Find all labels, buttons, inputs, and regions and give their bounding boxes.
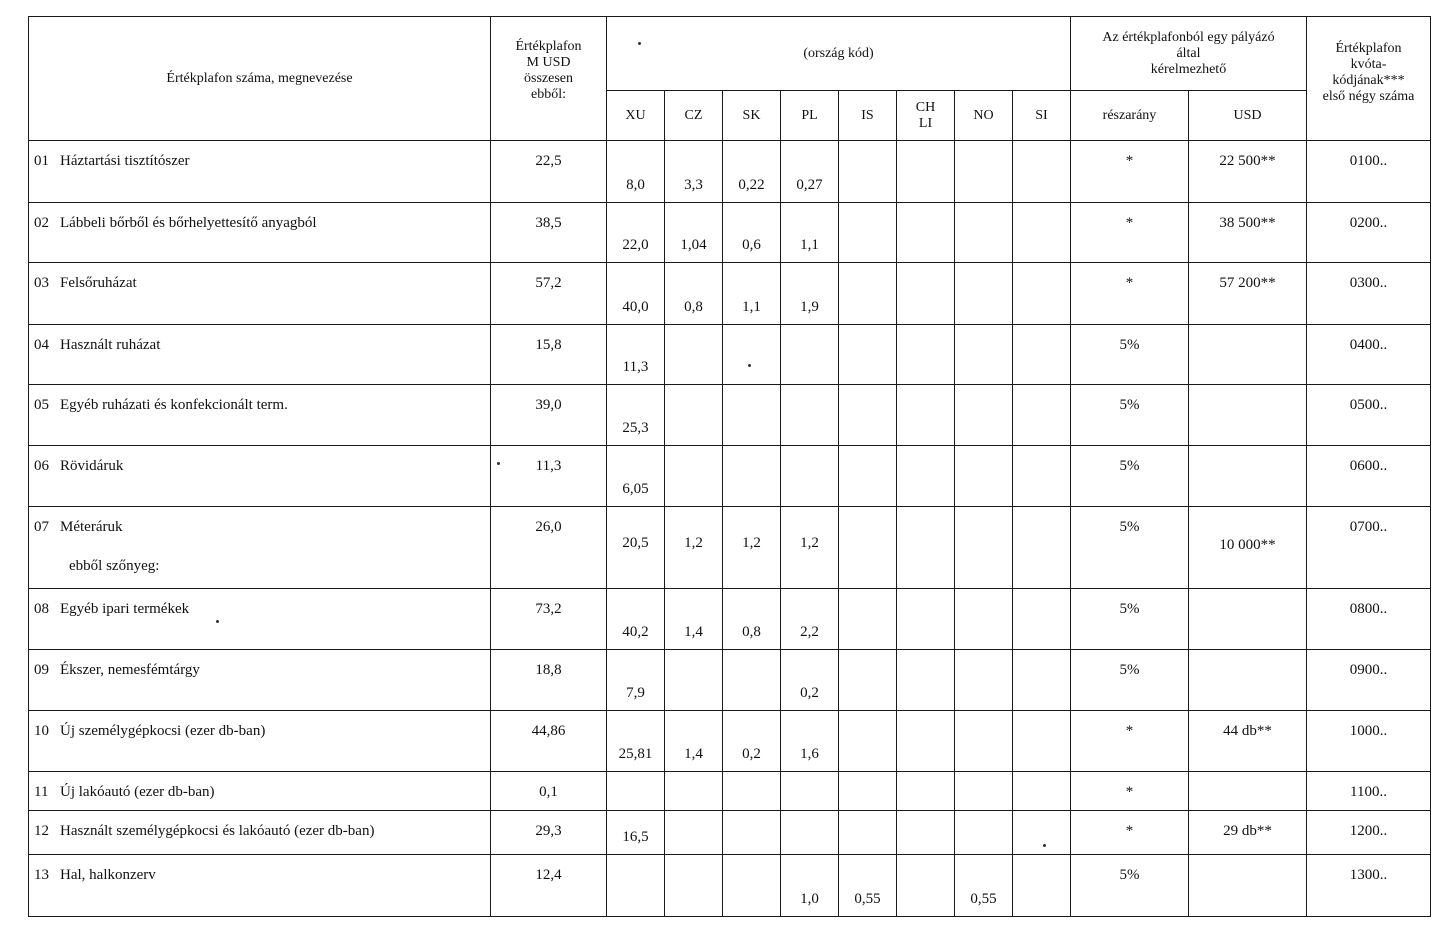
- row-total: 38,5: [491, 202, 607, 263]
- scan-speck: [497, 462, 500, 465]
- country-value-cz: [665, 445, 723, 507]
- country-value-cz: 0,8: [665, 263, 723, 325]
- row-name: [29, 324, 491, 385]
- row-total: 15,8: [491, 324, 607, 385]
- country-value-pl: 1,0: [781, 855, 839, 917]
- country-value-cz: 3,3: [665, 141, 723, 203]
- table-row: [29, 650, 1431, 711]
- country-value-chli: [897, 589, 955, 650]
- country-value-cz: [665, 650, 723, 711]
- row-total: 12,4: [491, 855, 607, 917]
- header-country: PL: [781, 91, 839, 141]
- row-name: [29, 589, 491, 650]
- country-value-chli: [897, 263, 955, 325]
- row-number: 03: [34, 275, 49, 292]
- header-name: Értékplafon száma, megnevezése: [29, 17, 491, 141]
- country-value-chli: [897, 324, 955, 385]
- row-number: 01: [34, 153, 49, 169]
- country-value-cz: 1,4: [665, 589, 723, 650]
- row-label: Lábbeli bőrből és bőrhelyettesítő anyagból: [60, 214, 317, 231]
- row-code: 1000..: [1307, 710, 1431, 772]
- country-value-no: [955, 263, 1013, 325]
- header-country: CZ: [665, 91, 723, 141]
- row-total: 57,2: [491, 263, 607, 325]
- table-row: [29, 811, 1431, 855]
- country-value-cz: [665, 385, 723, 446]
- country-value-si: [1013, 589, 1071, 650]
- country-value-si: [1013, 811, 1071, 855]
- row-usd-value: 29 db**: [1223, 823, 1272, 840]
- row-usd: [1189, 141, 1307, 203]
- row-name: [29, 385, 491, 446]
- country-value-is: [839, 324, 897, 385]
- country-value-is: [839, 772, 897, 811]
- scan-speck: [748, 364, 751, 367]
- country-value-sk: [723, 772, 781, 811]
- country-value-is: [839, 202, 897, 263]
- country-value-chli: [897, 385, 955, 446]
- header-country-group: (ország kód): [607, 17, 1071, 91]
- row-usd: [1189, 811, 1307, 855]
- country-value-pl: [781, 445, 839, 507]
- row-usd-subvalue: 10 000**: [1219, 537, 1276, 554]
- row-number: 05: [34, 397, 49, 414]
- country-value-is: [839, 141, 897, 203]
- table-row: [29, 589, 1431, 650]
- row-name: [29, 772, 491, 811]
- country-value-is: [839, 385, 897, 446]
- header-country: SI: [1013, 91, 1071, 141]
- country-value-chli: [897, 710, 955, 772]
- country-value-xu: 40,2: [607, 589, 665, 650]
- country-value-pl: [781, 772, 839, 811]
- row-name: [29, 202, 491, 263]
- row-usd-value: 44 db**: [1223, 722, 1272, 739]
- country-value-si: [1013, 855, 1071, 917]
- header-code: Értékplafon kvóta- kódjának*** első négy száma: [1307, 17, 1431, 141]
- country-value-is: [839, 445, 897, 507]
- country-value-cz: [665, 772, 723, 811]
- country-value-pl: 0,27: [781, 141, 839, 203]
- country-value-pl: [781, 324, 839, 385]
- country-value-si: [1013, 324, 1071, 385]
- row-usd: [1189, 385, 1307, 446]
- row-name: [29, 141, 491, 203]
- row-label: Új személygépkocsi (ezer db-ban): [60, 722, 266, 739]
- country-value-xu: [607, 855, 665, 917]
- country-value-is: [839, 650, 897, 711]
- row-share: *: [1071, 710, 1189, 772]
- row-usd-value: 57 200**: [1219, 275, 1276, 292]
- row-share: 5%: [1071, 324, 1189, 385]
- row-number: 11: [34, 784, 49, 801]
- country-value-xu: 22,0: [607, 202, 665, 263]
- row-usd: [1189, 324, 1307, 385]
- row-sublabel: ebből szőnyeg:: [69, 558, 160, 575]
- country-value-si: [1013, 141, 1071, 203]
- country-value-xu: 11,3: [607, 324, 665, 385]
- country-value-no: [955, 385, 1013, 446]
- row-total: 0,1: [491, 772, 607, 811]
- header-country: CH LI: [897, 91, 955, 141]
- table-row: [29, 855, 1431, 917]
- row-code: 1100..: [1307, 772, 1431, 811]
- country-value-xu: 16,5: [607, 811, 665, 855]
- row-code: 0800..: [1307, 589, 1431, 650]
- table-row: [29, 202, 1431, 263]
- row-usd: [1189, 855, 1307, 917]
- row-number: 09: [34, 662, 49, 679]
- row-name: [29, 855, 491, 917]
- country-value-sk: [723, 445, 781, 507]
- country-value-chli: [897, 772, 955, 811]
- country-value-no: [955, 141, 1013, 203]
- country-value-pl: 1,2: [781, 507, 839, 589]
- row-usd: [1189, 507, 1307, 589]
- row-usd: [1189, 710, 1307, 772]
- country-value-no: [955, 811, 1013, 855]
- row-code: 0700..: [1307, 507, 1431, 589]
- row-total: 18,8: [491, 650, 607, 711]
- country-value-cz: 1,4: [665, 710, 723, 772]
- table-row: [29, 385, 1431, 446]
- row-share: 5%: [1071, 385, 1189, 446]
- table-row: [29, 507, 1431, 589]
- row-label: Ékszer, nemesfémtárgy: [60, 662, 200, 679]
- header-country: IS: [839, 91, 897, 141]
- row-code: 0600..: [1307, 445, 1431, 507]
- country-value-cz: 1,2: [665, 507, 723, 589]
- country-value-xu: 25,3: [607, 385, 665, 446]
- country-value-xu: [607, 772, 665, 811]
- table-row: [29, 263, 1431, 325]
- row-number: 02: [34, 214, 49, 231]
- row-usd: [1189, 263, 1307, 325]
- header-usd: USD: [1189, 91, 1307, 141]
- country-value-xu: 7,9: [607, 650, 665, 711]
- country-value-xu: 25,81: [607, 710, 665, 772]
- country-value-chli: [897, 141, 955, 203]
- row-usd-value: 22 500**: [1219, 153, 1276, 169]
- row-name: [29, 811, 491, 855]
- row-code: 0400..: [1307, 324, 1431, 385]
- country-value-is: [839, 710, 897, 772]
- country-value-si: [1013, 650, 1071, 711]
- row-usd: [1189, 772, 1307, 811]
- country-value-pl: 0,2: [781, 650, 839, 711]
- table-row: [29, 324, 1431, 385]
- row-number: 13: [34, 867, 49, 884]
- country-value-pl: 1,9: [781, 263, 839, 325]
- country-value-pl: 1,1: [781, 202, 839, 263]
- country-value-si: [1013, 263, 1071, 325]
- header-share: részarány: [1071, 91, 1189, 141]
- scan-speck: [216, 620, 219, 623]
- row-label: Új lakóautó (ezer db-ban): [60, 784, 215, 801]
- country-value-sk: 1,2: [723, 507, 781, 589]
- table-row: [29, 445, 1431, 507]
- country-value-sk: 1,1: [723, 263, 781, 325]
- row-number: 08: [34, 601, 49, 618]
- row-code: 0900..: [1307, 650, 1431, 711]
- country-value-sk: [723, 855, 781, 917]
- row-number: 04: [34, 336, 49, 353]
- row-total: 44,86: [491, 710, 607, 772]
- country-value-no: [955, 507, 1013, 589]
- row-name: [29, 445, 491, 507]
- country-value-is: [839, 507, 897, 589]
- row-share: 5%: [1071, 589, 1189, 650]
- row-code: 0100..: [1307, 141, 1431, 203]
- scan-speck: [638, 42, 641, 45]
- row-name: [29, 710, 491, 772]
- row-usd: [1189, 202, 1307, 263]
- country-value-is: 0,55: [839, 855, 897, 917]
- country-value-is: [839, 811, 897, 855]
- country-value-sk: [723, 811, 781, 855]
- country-value-pl: 2,2: [781, 589, 839, 650]
- country-value-no: [955, 710, 1013, 772]
- row-number: 10: [34, 722, 49, 739]
- table-row: [29, 141, 1431, 203]
- country-value-sk: [723, 324, 781, 385]
- country-value-xu: 6,05: [607, 445, 665, 507]
- row-usd: [1189, 650, 1307, 711]
- row-label: Háztartási tisztítószer: [60, 153, 190, 169]
- header-total: Értékplafon M USD összesen ebből:: [491, 17, 607, 141]
- country-value-sk: 0,6: [723, 202, 781, 263]
- row-label: Egyéb ipari termékek: [60, 601, 190, 618]
- row-share: *: [1071, 202, 1189, 263]
- country-value-sk: 0,8: [723, 589, 781, 650]
- header-applicant-group: Az értékplafonból egy pályázó által kérelmezhető: [1071, 17, 1307, 91]
- country-value-chli: [897, 507, 955, 589]
- header-country: NO: [955, 91, 1013, 141]
- row-share: *: [1071, 772, 1189, 811]
- country-value-cz: [665, 811, 723, 855]
- country-value-sk: 0,2: [723, 710, 781, 772]
- row-usd: [1189, 445, 1307, 507]
- country-value-chli: [897, 650, 955, 711]
- country-value-sk: [723, 650, 781, 711]
- country-value-no: [955, 202, 1013, 263]
- row-code: 1300..: [1307, 855, 1431, 917]
- country-value-pl: [781, 385, 839, 446]
- country-value-si: [1013, 445, 1071, 507]
- row-share: *: [1071, 263, 1189, 325]
- country-value-si: [1013, 710, 1071, 772]
- row-number: 12: [34, 823, 49, 840]
- table-body: [29, 141, 1431, 917]
- country-value-no: [955, 772, 1013, 811]
- country-value-chli: [897, 445, 955, 507]
- row-name: [29, 650, 491, 711]
- row-share: *: [1071, 141, 1189, 203]
- row-share: 5%: [1071, 650, 1189, 711]
- row-number: 06: [34, 457, 49, 474]
- row-total: 22,5: [491, 141, 607, 203]
- row-label: Használt személygépkocsi és lakóautó (ezer db-ban): [60, 823, 375, 840]
- country-value-no: 0,55: [955, 855, 1013, 917]
- header-country: XU: [607, 91, 665, 141]
- country-value-chli: [897, 811, 955, 855]
- row-code: 0200..: [1307, 202, 1431, 263]
- country-value-no: [955, 445, 1013, 507]
- country-value-cz: [665, 855, 723, 917]
- row-name: [29, 263, 491, 325]
- row-name: [29, 507, 491, 589]
- country-value-cz: [665, 324, 723, 385]
- country-value-no: [955, 650, 1013, 711]
- table-row: [29, 772, 1431, 811]
- row-label: Rövidáruk: [60, 457, 124, 474]
- country-value-pl: 1,6: [781, 710, 839, 772]
- country-value-si: [1013, 385, 1071, 446]
- country-value-is: [839, 589, 897, 650]
- country-value-si: [1013, 772, 1071, 811]
- row-label: Felsőruházat: [60, 275, 137, 292]
- row-label: Méteráruk: [60, 519, 123, 536]
- country-value-xu: 8,0: [607, 141, 665, 203]
- table-row: [29, 710, 1431, 772]
- country-value-xu: 40,0: [607, 263, 665, 325]
- row-label: Egyéb ruházati és konfekcionált term.: [60, 397, 288, 414]
- country-value-chli: [897, 855, 955, 917]
- row-total: 11,3: [491, 445, 607, 507]
- country-value-no: [955, 589, 1013, 650]
- row-total: 29,3: [491, 811, 607, 855]
- country-value-sk: [723, 385, 781, 446]
- country-value-chli: [897, 202, 955, 263]
- row-share: 5%: [1071, 507, 1189, 589]
- country-value-is: [839, 263, 897, 325]
- row-number: 07: [34, 519, 49, 536]
- row-share: *: [1071, 811, 1189, 855]
- country-value-xu: 20,5: [607, 507, 665, 589]
- row-label: Használt ruházat: [60, 336, 161, 353]
- row-total: 26,0: [491, 507, 607, 589]
- row-share: 5%: [1071, 445, 1189, 507]
- row-usd-value: 38 500**: [1219, 214, 1276, 231]
- row-label: Hal, halkonzerv: [60, 867, 156, 884]
- country-value-si: [1013, 507, 1071, 589]
- quota-table: [28, 16, 1431, 917]
- country-value-cz: 1,04: [665, 202, 723, 263]
- country-value-pl: [781, 811, 839, 855]
- country-value-sk: 0,22: [723, 141, 781, 203]
- country-value-no: [955, 324, 1013, 385]
- header-country: SK: [723, 91, 781, 141]
- row-total: 73,2: [491, 589, 607, 650]
- scan-speck: [1043, 844, 1046, 847]
- row-usd: [1189, 589, 1307, 650]
- row-total: 39,0: [491, 385, 607, 446]
- row-code: 1200..: [1307, 811, 1431, 855]
- country-value-si: [1013, 202, 1071, 263]
- row-code: 0300..: [1307, 263, 1431, 325]
- row-code: 0500..: [1307, 385, 1431, 446]
- row-share: 5%: [1071, 855, 1189, 917]
